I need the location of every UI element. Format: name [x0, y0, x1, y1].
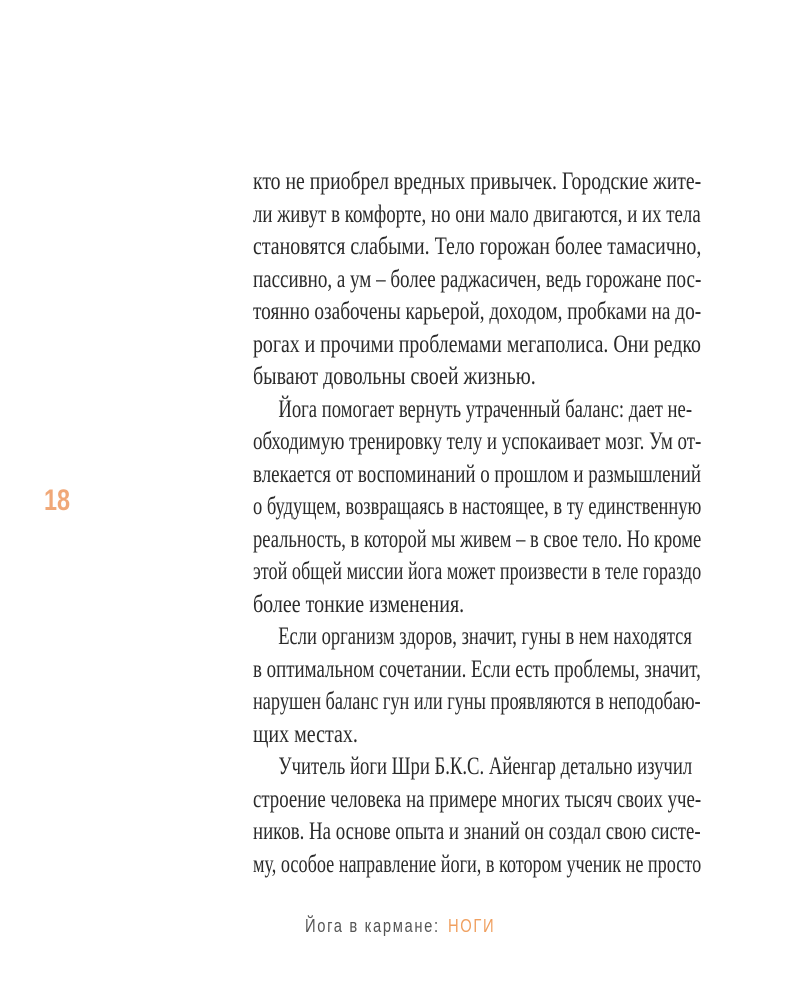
text-line: му, особое направление йоги, в котором ученик не просто [253, 850, 702, 878]
text-line: рогах и прочими проблемами мегаполиса. Они редко [253, 330, 701, 358]
text-line: более тонкие изменения. [253, 590, 465, 618]
text-line: Если организм здоров, значит, гуны в нем находятся [278, 623, 692, 650]
text-line: щих местах. [253, 720, 358, 748]
text-line: обходимую тренировку телу и успокаивает мозг. Ум от- [253, 428, 702, 455]
body-text [253, 166, 701, 881]
text-line: Учитель йоги Шри Б.К.С. Айенгар детально изучил [278, 753, 693, 780]
text-line: становятся слабыми. Тело горожан более тамасично, [253, 233, 702, 260]
book-title: Йога в кармане: [305, 916, 440, 936]
text-line: в оптимальном сочетании. Если есть проблемы, значит, [253, 655, 701, 683]
text-line: ли живут в комфорте, но они мало двигаются, и их тела [253, 200, 701, 228]
text-line: тоянно озабочены карьерой, доходом, пробками на до- [253, 298, 702, 325]
text-line: Йога помогает вернуть утраченный баланс: дает не- [278, 395, 693, 423]
page-number: 18 [44, 484, 71, 517]
text-line: этой общей миссии йога может произвести в теле гораздо [253, 558, 702, 585]
text-line: строение человека на примере многих тысяч своих уче- [253, 785, 702, 813]
text-line: влекается от воспоминаний о прошлом и размышлений [253, 460, 702, 488]
text-line: о будущем, возвращаясь в настоящее, в ту единственную [253, 493, 702, 520]
text-line: кто не приобрел вредных привычек. Городские жите- [253, 168, 702, 195]
section-title: НОГИ [447, 916, 496, 936]
running-footer [305, 916, 495, 937]
text-line: нарушен баланс гун или гуны проявляются в неподобаю- [253, 688, 701, 715]
text-line: бывают довольны своей жизнью. [253, 363, 536, 390]
text-line: реальность, в которой мы живем – в свое тело. Но кроме [253, 525, 702, 553]
text-line: пассивно, а ум – более раджасичен, ведь горожане пос- [253, 265, 702, 293]
text-line: ников. На основе опыта и знаний он создал свою систе- [253, 818, 701, 845]
